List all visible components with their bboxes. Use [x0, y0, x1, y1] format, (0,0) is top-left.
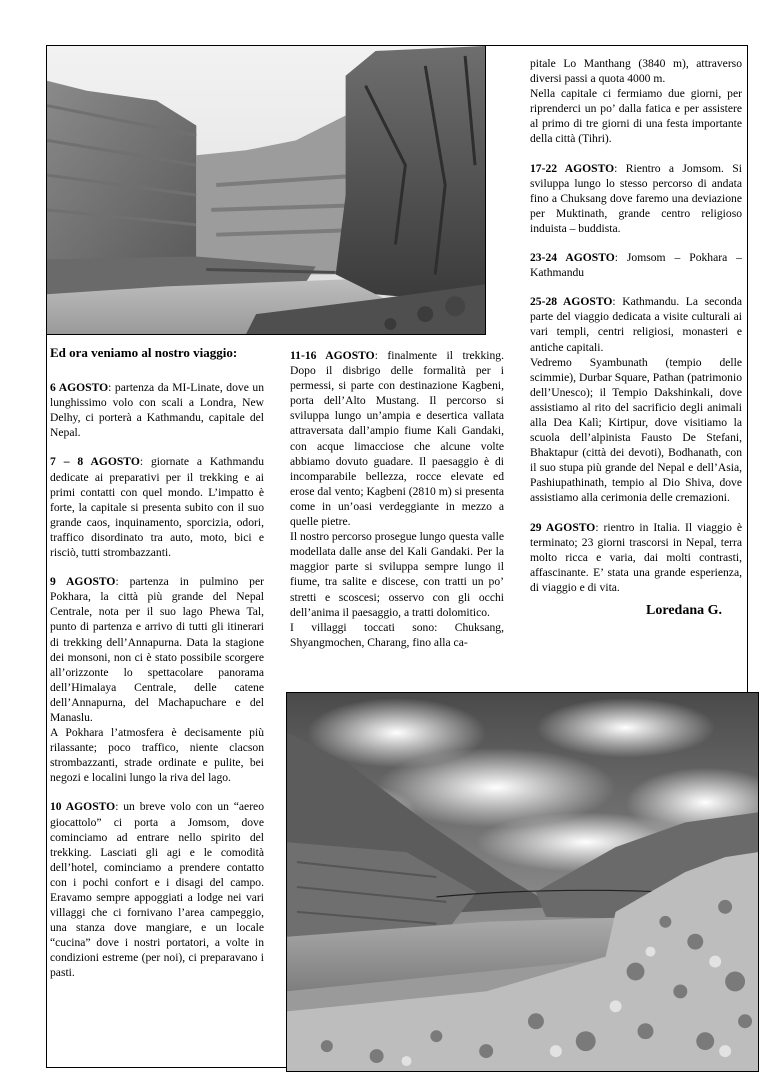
- paragraph-29-agosto: [530, 520, 742, 595]
- paragraph-text: : giornate a Kathmandu dedicate ai preparativi per il trekking e ai primi contatti con quel mondo. L’impatto è forte, la capitale si presenta subito con il suo grande caos, inquinamento, sporcizia, odori, traffico disordinato tra auto, moto, bici e risciò, tutti strombazzanti.: [50, 455, 264, 560]
- date-label: 29 AGOSTO: [530, 520, 596, 534]
- date-label: 9 AGOSTO: [50, 575, 116, 589]
- paragraph-text: Il nostro percorso prosegue lungo questa valle modellata dalle anse del Kali Gandaki. Per la maggior parte si sviluppa sempre lungo il fiume, tra salite e discese, con tratti un po’ stretti e scoscesi; osservo con gli occhi dell’anima il paesaggio, a tratti dolomitico.: [290, 530, 504, 619]
- paragraph-10-agosto: [50, 799, 264, 980]
- paragraph-23-24-agosto: [530, 250, 742, 280]
- date-label: 23-24 AGOSTO: [530, 251, 615, 265]
- paragraph-text: A Pokhara l’atmosfera è decisamente più rilassante; poco traffico, niente clacson strombazzanti, strade ordinate e pulite, bei negozi e localini lungo la riva del lago.: [50, 726, 264, 785]
- valley-photo-drawing: [287, 693, 758, 1071]
- date-label: 10 AGOSTO: [50, 800, 116, 814]
- article-heading: Ed ora veniamo al nostro viaggio:: [50, 345, 238, 360]
- paragraph-text: : rientro in Italia. Il viaggio è terminato; 23 giorni trascorsi in Nepal, terra molto ricca e varia, dai molti contrasti, affascinante. E’ stata una grande esperienza, di viaggio e di vita.: [530, 520, 742, 594]
- paragraph-text: Vedremo Syambunath (tempio delle scimmie), Durbar Square, Pathan (patrimonio dell’Unesco); il Tempio Dakshinkali, dove assistiamo al rito del sacrificio degli animali alla Dea Kalì; Kirtipur, dove visitiamo la scuola dell’alpinista Fausto De Stefani, Bhaktapur (città dei devoti), Bodhanath, con il suo stupa più grande del Nepal e dell’Asia, Pashiupathinath, tempio al Dio Shiva, dove assistiamo alla cerimonia delle cremazioni.: [530, 355, 742, 505]
- paragraph-11-16-agosto: [290, 348, 504, 529]
- author-signature: Loredana G.: [646, 603, 722, 618]
- paragraph-text: : finalmente il trekking. Dopo il disbrigo delle formalità per i permessi, si parte con destinazione Kagbeni, porta dell’Alto Mustang. Il percorso si sviluppa lungo un’ampia e desertica vallata attraversata dall’ampio fiume Kali Gandaki, con acque limacciose che alcune volte abbiamo dovuto guadare. Il paesaggio è di incomparabile bellezza, rocce elevate ed erose dal vento; Kagbeni (2810 m) si presenta come in un’oasi verdeggiante in mezzo a quelle pietre.: [290, 349, 504, 529]
- paragraph-pokhara: [50, 725, 264, 785]
- valley-river-photo: [286, 692, 759, 1072]
- date-label: 17-22 AGOSTO: [530, 161, 615, 175]
- paragraph-7-8-agosto: [50, 454, 264, 560]
- paragraph-text: pitale Lo Manthang (3840 m), attraverso diversi passi a quota 4000 m.: [530, 57, 742, 86]
- paragraph-text: : Jomsom – Pokhara – Kathmandu: [530, 251, 742, 280]
- date-label: 11-16 AGOSTO: [290, 349, 375, 362]
- paragraph-text: : Rientro a Jomsom. Si sviluppa lungo lo stesso percorso di andata fino a Chuksang dove faremo una deviazione per Muktinath, grande centro religioso induista – buddista.: [530, 161, 742, 235]
- column-left: [50, 345, 264, 995]
- paragraph-text: : un breve volo con un “aereo giocattolo” ci porta a Jomsom, dove cominciamo ad entrare nello spirito del trekking. Lasciati gli agi e le comodità dell’hotel, cominciamo a prendere contatto con i pochi confort e i disagi del campo. Eravamo sempre appoggiati a lodge nei vari villaggi che ci fornivano l’area campeggio, una stanza dove mangiare, e un locale “cucina” dove i nostri portatori, a volte in condizioni estreme (per noi), ci preparavano i pasti.: [50, 800, 264, 980]
- paragraph-text: I villaggi toccati sono: Chuksang, Shyangmochen, Charang, fino alla ca-: [290, 620, 504, 649]
- paragraph-text: : partenza in pulmino per Pokhara, la città più grande del Nepal Centrale, nota per il suo lago Phewa Tal, punto di partenza e arrivo di tutti gli itinerari di trekking dell’Annapurna. Data la stagione dei monsoni, non ci è stato possibile scorgere all’orizzonte lo spettacolare panorama dell’Himalaya Centrale, delle catene dell’Annapurna, del Machapuchare e del Manaslu.: [50, 575, 264, 724]
- paragraph-valley: [290, 529, 504, 620]
- column-middle: [290, 348, 504, 650]
- paragraph-9-agosto: [50, 574, 264, 725]
- paragraph-text: : Kathmandu. La seconda parte del viaggio dedicata a visite culturali ai vari templi, centri religiosi, monasteri e antiche capitali.: [530, 295, 742, 354]
- canyon-photo-drawing: [47, 46, 485, 334]
- date-label: 6 AGOSTO: [50, 381, 109, 395]
- paragraph-6-agosto: [50, 380, 264, 440]
- date-label: 25-28 AGOSTO: [530, 295, 613, 309]
- paragraph-temples: [530, 355, 742, 506]
- date-label: 7 – 8 AGOSTO: [50, 455, 140, 469]
- paragraph-text: Nella capitale ci fermiamo due giorni, per riprenderci un po’ dalla fatica e per assistere al primo di tre giorni di una festa importante della città (Tihri).: [530, 87, 742, 146]
- paragraph-25-28-agosto: [530, 294, 742, 354]
- paragraph-text: : partenza da MI-Linate, dove un lunghissimo volo con scali a Londra, New Delhy, ci porterà a Kathmandu, capitale del Nepal.: [50, 381, 264, 440]
- paragraph-17-22-agosto: [530, 161, 742, 236]
- paragraph-villages: [290, 620, 504, 650]
- canyon-river-photo: [46, 45, 486, 335]
- paragraph-continuation: [530, 56, 742, 86]
- paragraph-capital: [530, 86, 742, 146]
- column-right: [530, 56, 742, 618]
